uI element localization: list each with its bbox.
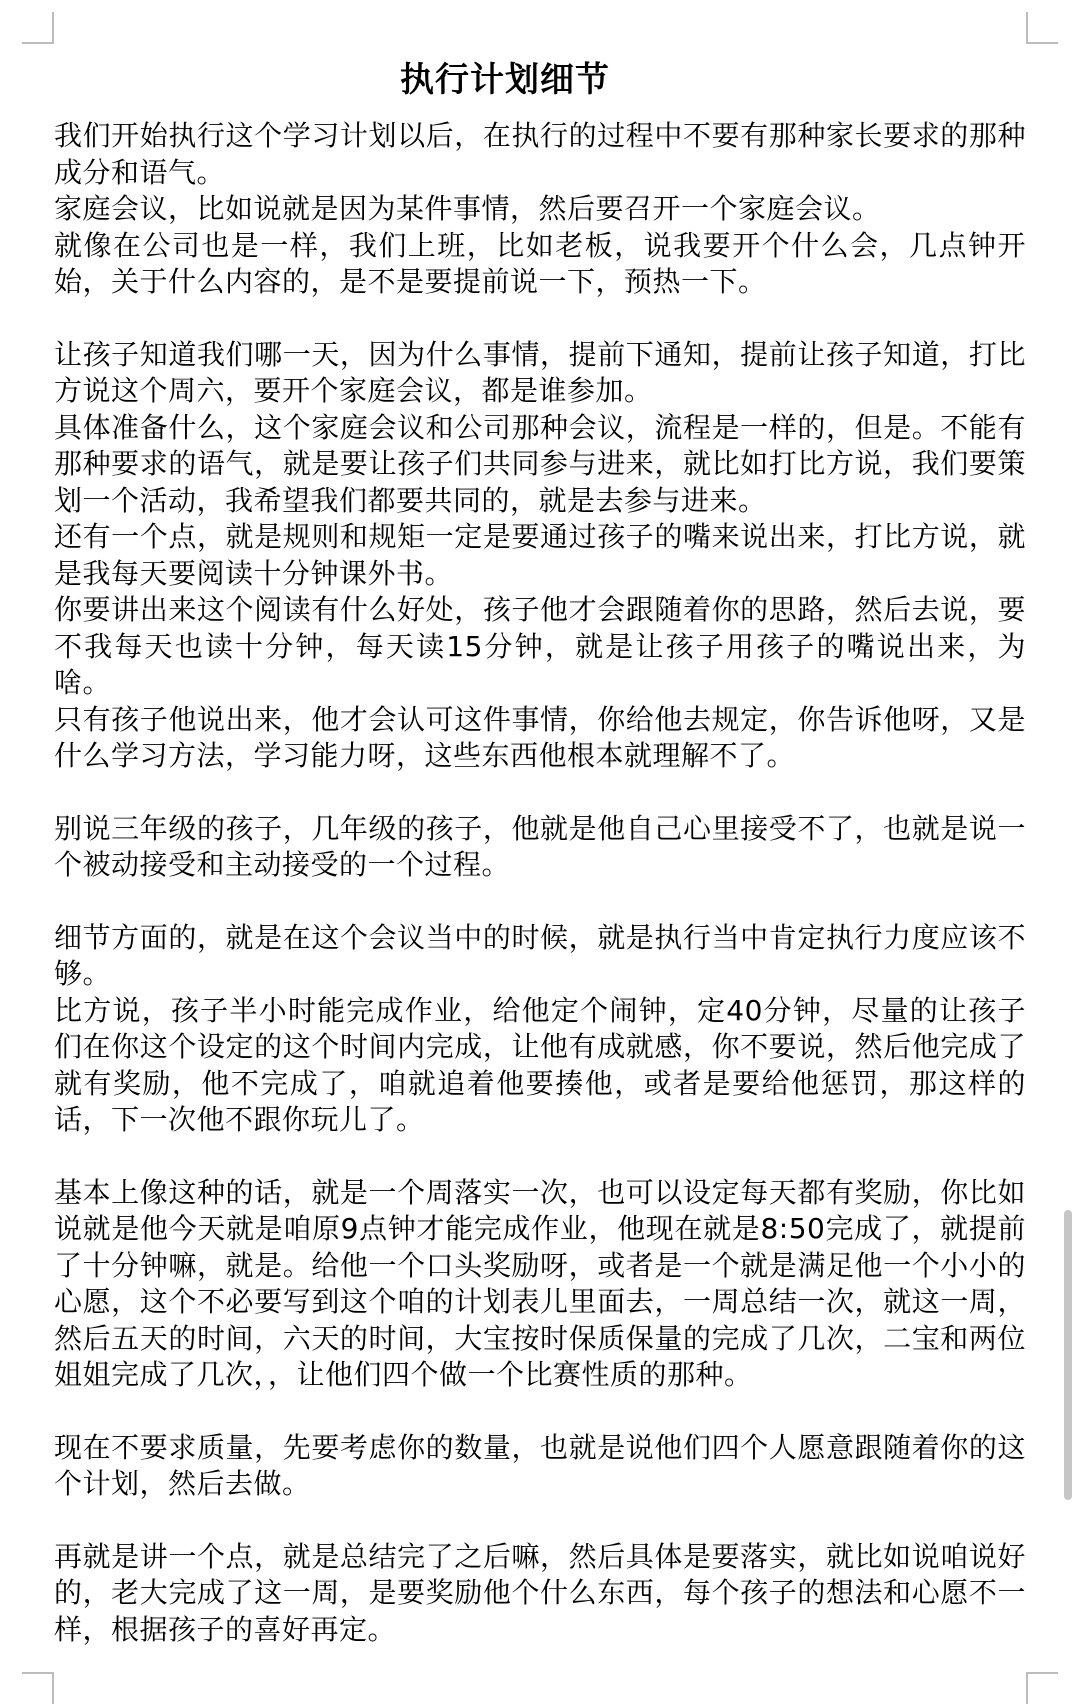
paragraph: 再就是讲一个点，就是总结完了之后嘛，然后具体是要落实，就比如说咱说好的，老大完成了这一周，是要奖励他个什么东西，每个孩子的想法和心愿不一样，根据孩子的喜好再定。 [54,1539,1026,1646]
paragraph: 让孩子知道我们哪一天，因为什么事情，提前下通知，提前让孩子知道，打比方说这个周六，要开个家庭会议，都是谁参加。 [54,337,1026,407]
page-corner-mark-top-left [22,12,54,44]
paragraph: 就像在公司也是一样，我们上班，比如老板，说我要开个什么会，几点钟开始，关于什么内容的，是不是要提前说一下，预热一下。 [54,228,1026,298]
paragraph: 还有一个点，就是规则和规矩一定是要通过孩子的嘴来说出来，打比方说，就是我每天要阅读十分钟课外书。 [54,520,1026,590]
page-corner-mark-bottom-left [22,1672,54,1704]
page-corner-mark-bottom-right [1026,1672,1058,1704]
paragraph: 你要讲出来这个阅读有什么好处，孩子他才会跟随着你的思路，然后去说，要不我每天也读十分钟，每天读15分钟，就是让孩子用孩子的嘴说出来，为啥。 [54,593,1026,699]
paragraph: 家庭会议，比如说就是因为某件事情，然后要召开一个家庭会议。 [54,192,881,225]
paragraph: 只有孩子他说出来，他才会认可这件事情，你给他去规定，你告诉他呀，又是什么学习方法，学习能力呀，这些东西他根本就理解不了。 [54,702,1026,772]
paragraph: 细节方面的，就是在这个会议当中的时候，就是执行当中肯定执行力度应该不够。 [54,920,1026,990]
vertical-scrollbar[interactable] [1064,1210,1072,1500]
page-corner-mark-top-right [1026,12,1058,44]
paragraph: 别说三年级的孩子，几年级的孩子，他就是他自己心里接受不了，也就是说一个被动接受和主动接受的一个过程。 [54,811,1026,881]
document-body [54,118,1026,1648]
document-title: 执行计划细节 [400,60,610,100]
paragraph: 具体准备什么，这个家庭会议和公司那种会议，流程是一样的，但是。不能有那种要求的语气，就是要让孩子们共同参与进来，就比如打比方说，我们要策划一个活动，我希望我们都要共同的，就是去参与进来。 [54,410,1026,517]
paragraph: 现在不要求质量，先要考虑你的数量，也就是说他们四个人愿意跟随着你的这个计划，然后去做。 [54,1430,1026,1500]
paragraph: 比方说，孩子半小时能完成作业，给他定个闹钟，定40分钟，尽量的让孩子们在你这个设定的这个时间内完成，让他有成就感，你不要说，然后他完成了就有奖励，他不完成了，咱就追着他要揍他，或者是要给他惩罚，那这样的话，下一次他不跟你玩儿了。 [54,993,1026,1136]
paragraph: 我们开始执行这个学习计划以后，在执行的过程中不要有那种家长要求的那种成分和语气。 [54,119,1026,189]
paragraph: 基本上像这种的话，就是一个周落实一次，也可以设定每天都有奖励，你比如说就是他今天就是咱原9点钟才能完成作业，他现在就是8:50完成了，就提前了十分钟嘛，就是。给他一个口头奖励呀，或者是一个就是满足他一个小小的心愿，这个不必要写到这个咱的计划表儿里面去，一周总结一次，就这一周，然后五天的时间，六天的时间，大宝按时保质保量的完成了几次，二宝和两位姐姐完成了几次，，让他们四个做一个比赛性质的那种。 [54,1175,1026,1391]
